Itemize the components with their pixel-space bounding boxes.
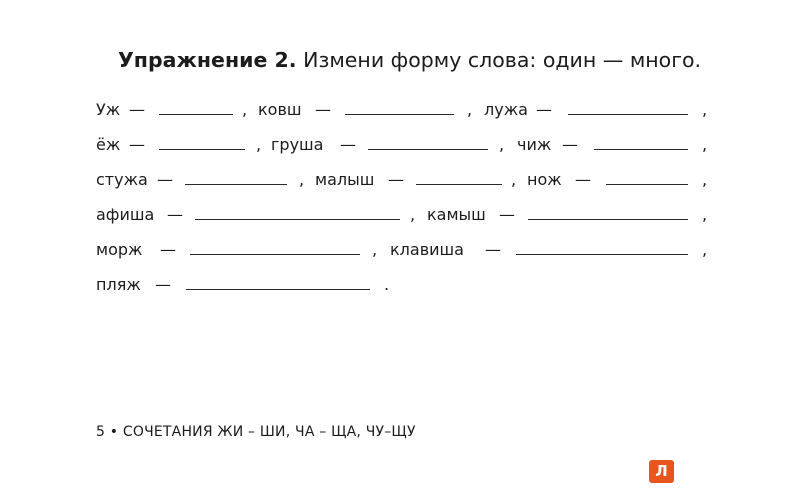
- dash: —: [575, 170, 591, 189]
- answer-blank: [606, 184, 688, 185]
- answer-blank: [516, 254, 688, 255]
- dash: —: [155, 275, 171, 294]
- separator: ,: [299, 170, 305, 189]
- dash: —: [315, 100, 331, 119]
- separator: ,: [242, 100, 248, 119]
- exercise-row-5: [96, 238, 716, 262]
- separator: ,: [467, 100, 473, 119]
- exercise-row-3: [96, 168, 716, 192]
- page-footer: [96, 422, 416, 442]
- dash: —: [167, 205, 183, 224]
- dash: —: [499, 205, 515, 224]
- exercise-word: афиша: [96, 205, 155, 224]
- dash: —: [129, 135, 145, 154]
- separator: ,: [702, 135, 708, 154]
- answer-blank: [159, 114, 233, 115]
- exercise-word: камыш: [427, 205, 486, 224]
- answer-blank: [528, 219, 688, 220]
- exercise-word: ковш: [258, 100, 302, 119]
- answer-blank: [190, 254, 360, 255]
- exercise-word: пляж: [96, 275, 141, 294]
- exercise-title: [118, 46, 718, 74]
- exercise-word: лужа: [484, 100, 528, 119]
- exercise-word: малыш: [315, 170, 375, 189]
- dash: —: [160, 240, 176, 259]
- separator: .: [384, 275, 390, 294]
- separator: ,: [702, 205, 708, 224]
- exercise-row-1: [96, 98, 716, 122]
- separator: ,: [372, 240, 378, 259]
- separator: ,: [702, 240, 708, 259]
- answer-blank: [195, 219, 400, 220]
- exercise-word: клавиша: [390, 240, 464, 259]
- dash: —: [157, 170, 173, 189]
- exercise-title-instruction: Измени форму слова: один — много.: [303, 48, 702, 72]
- section-title: СОЧЕТАНИЯ ЖИ – ШИ, ЧА – ЩА, ЧУ–ЩУ: [122, 424, 416, 440]
- answer-blank: [568, 114, 688, 115]
- separator: ,: [702, 170, 708, 189]
- answer-blank: [416, 184, 502, 185]
- exercise-word: ёж: [96, 135, 121, 154]
- exercise-word: чиж: [517, 135, 552, 154]
- answer-blank: [345, 114, 454, 115]
- publisher-logo-badge: Л: [649, 460, 674, 483]
- dash: —: [129, 100, 145, 119]
- exercise-row-2: [96, 133, 716, 157]
- answer-blank: [594, 149, 688, 150]
- separator: ,: [702, 100, 708, 119]
- separator: ,: [499, 135, 505, 154]
- exercise-word: груша: [271, 135, 324, 154]
- dash: —: [485, 240, 501, 259]
- footer-bullet: •: [109, 424, 119, 440]
- dash: —: [562, 135, 578, 154]
- dash: —: [388, 170, 404, 189]
- exercise-word: Уж: [96, 100, 121, 119]
- separator: ,: [256, 135, 262, 154]
- exercise-row-4: [96, 203, 716, 227]
- separator: ,: [511, 170, 517, 189]
- answer-blank: [159, 149, 245, 150]
- exercise-title-number: Упражнение 2.: [118, 48, 297, 72]
- dash: —: [340, 135, 356, 154]
- separator: ,: [410, 205, 416, 224]
- answer-blank: [185, 184, 287, 185]
- page-number: 5: [96, 424, 106, 440]
- dash: —: [536, 100, 552, 119]
- exercise-word: нож: [527, 170, 562, 189]
- exercise-word: морж: [96, 240, 143, 259]
- exercise-row-6: [96, 273, 716, 297]
- exercise-word: стужа: [96, 170, 148, 189]
- answer-blank: [368, 149, 488, 150]
- answer-blank: [186, 289, 370, 290]
